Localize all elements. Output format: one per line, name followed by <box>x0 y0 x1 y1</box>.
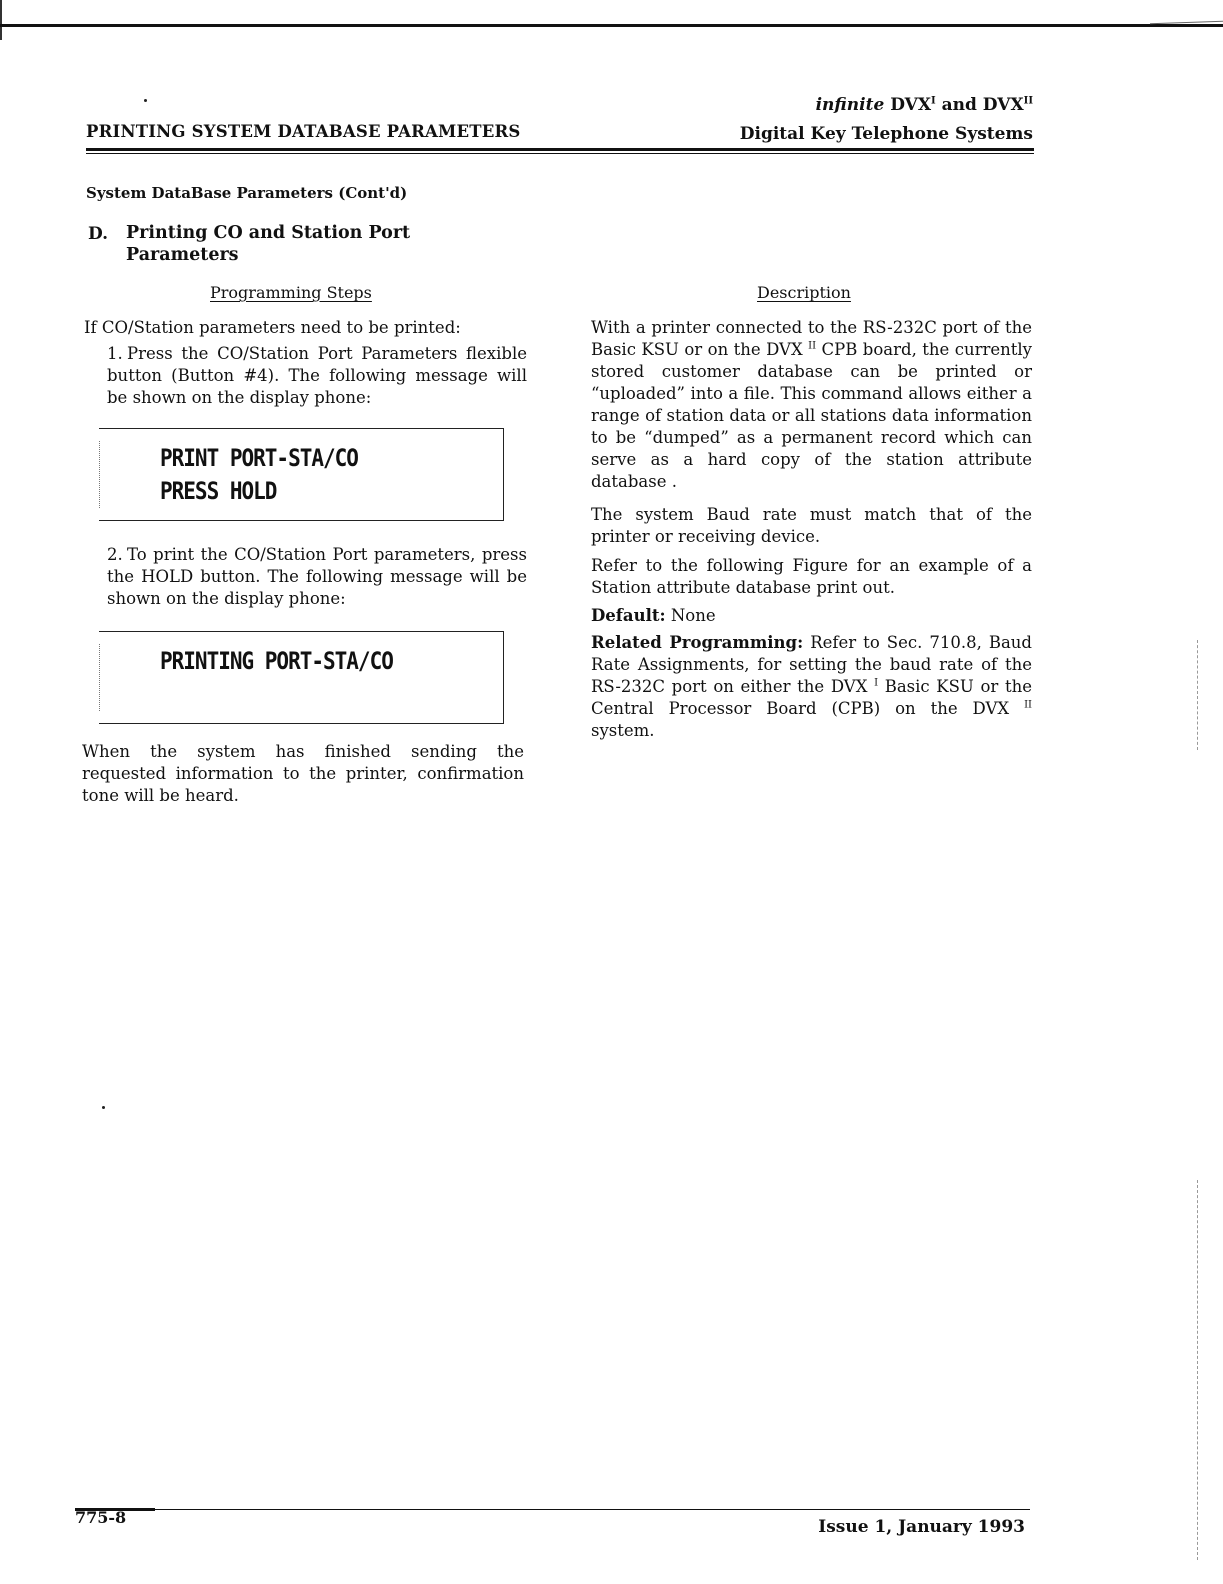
step-number: 1. <box>107 344 123 363</box>
default-value: None <box>670 606 716 625</box>
footer-rule <box>75 1509 1030 1510</box>
subsection-title: Printing CO and Station Port Parameters <box>126 223 411 265</box>
column-heading-steps: Programming Steps <box>210 283 372 302</box>
display-line: PRINT PORT-STA/CO <box>160 444 358 472</box>
header-product: infinite $DVX^I$ and $DVX^{II}$ <box>815 95 1033 115</box>
display-line: PRESS HOLD <box>160 477 277 505</box>
closing-text: When the system has finished sending the requested information to the printer, confirmation tone will be heard. <box>82 742 524 805</box>
related-label: Related Programming: <box>591 633 804 652</box>
step-number: 2. <box>107 545 123 564</box>
description-paragraph: Refer to the following Figure for an example of a Station attribute database print out. <box>591 556 1032 597</box>
page-number: 775-8 <box>75 1508 127 1527</box>
display-line: PRINTING PORT-STA/CO <box>160 647 393 675</box>
description-paragraph: The system Baud rate must match that of the printer or receiving device. <box>591 505 1032 546</box>
scan-speck <box>102 1106 105 1109</box>
header-title: PRINTING SYSTEM DATABASE PARAMETERS <box>86 122 521 141</box>
scan-speck <box>144 99 147 102</box>
default-line <box>591 605 1032 627</box>
section-heading: System DataBase Parameters (Cont'd) <box>86 184 408 202</box>
scan-edge-dash <box>1197 640 1198 750</box>
scan-edge-dash <box>1197 1180 1198 1560</box>
step-1 <box>107 343 527 409</box>
step-2 <box>107 544 527 610</box>
step-text: To print the CO/Station Port parameters, press the HOLD button. The following message will be shown on the display phone: <box>107 545 527 608</box>
step-text: Press the CO/Station Port Parameters flexible button (Button #4). The following message will be shown on the display phone: <box>107 344 527 407</box>
header-rule <box>86 148 1034 151</box>
display-panel <box>99 428 504 521</box>
column-heading-description: Description <box>757 283 851 302</box>
issue-date: Issue 1, January 1993 <box>818 1517 1025 1537</box>
description-paragraph: With a printer connected to the RS-232C port of the Basic KSU or on the DVX $^{II}$ CPB board, the currently stored customer database can be printed or “uploaded” into a file. This command allows either a range of station data or all stations data information to be “dumped” as a permanent record which can serve as a hard copy of the station attribute database . <box>591 318 1033 491</box>
scan-edge-mark <box>0 0 2 40</box>
related-programming: Related Programming: Refer to Sec. 710.8, Baud Rate Assignments, for setting the baud rate of the RS-232C port on either the DVX $^I$ Basic KSU or the Central Processor Board (CPB) on the DVX $^{II}$ system. <box>591 633 1033 740</box>
subsection-letter: D. <box>88 224 109 244</box>
header-subtitle: Digital Key Telephone Systems <box>739 124 1033 144</box>
brand-name: infinite <box>815 95 885 115</box>
intro-text: If CO/Station parameters need to be printed: <box>84 318 461 337</box>
top-rule <box>0 24 1223 27</box>
header-rule-thin <box>86 153 1034 154</box>
display-border-dots <box>99 644 100 711</box>
display-panel <box>99 631 504 724</box>
display-border-dots <box>99 441 100 508</box>
default-label: Default: <box>591 606 666 625</box>
